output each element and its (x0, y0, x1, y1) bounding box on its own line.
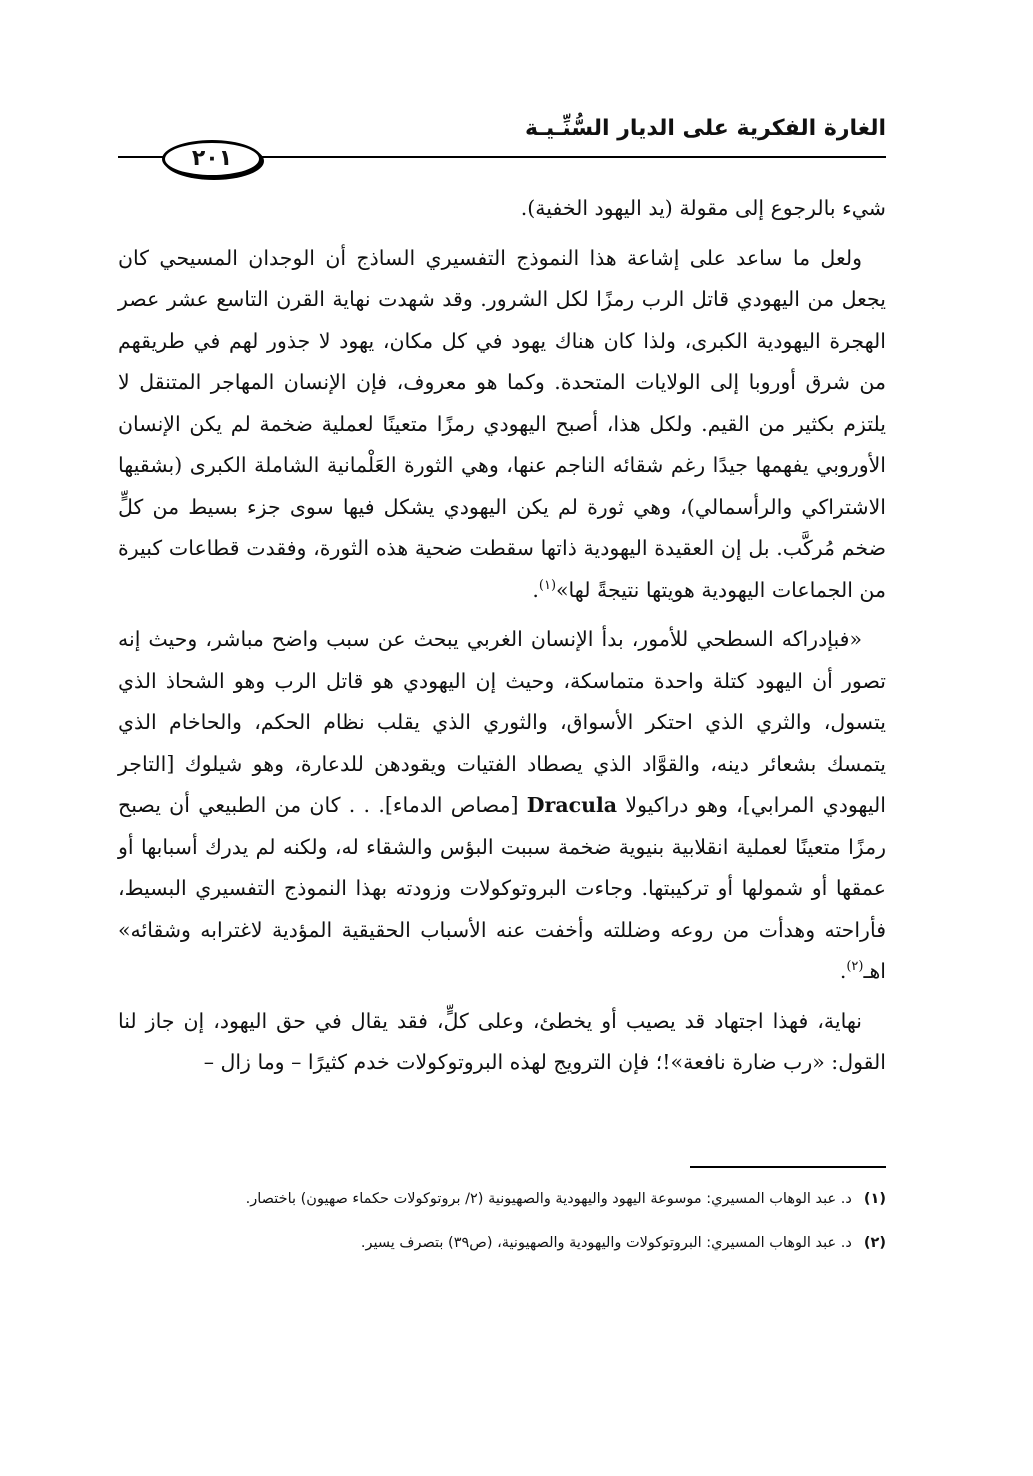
paragraph-3-text-start: «فبإدراكه السطحي للأمور، بدأ الإنسان الغربي يبحث عن سبب واضح مباشر، وحيث إنه تصور أن اليهود كتلة واحدة متماسكة، وحيث إن اليهودي هو قاتل الرب وهو الشحاذ الذي يتسول، والثري الذي احتكر الأسواق، والثوري الذي يقلب نظام الحكم، والحاخام الذي يتمسك بشعائر دينه، والقوَّاد الذي يصطاد الفتيات ويقودهن للدعارة، وهو شيلوك [التاجر اليهودي المرابي]، وهو دراكيولا (118, 627, 886, 817)
page-header (118, 112, 886, 172)
footnote-ref-1[interactable]: (١) (538, 577, 557, 593)
paragraph-2-text: ولعل ما ساعد على إشاعة هذا النموذج التفسيري الساذج أن الوجدان المسيحي كان يجعل من اليهودي قاتل الرب رمزًا لكل الشرور. وقد شهدت نهاية القرن التاسع عشر عصر الهجرة اليهودية الكبرى، ولذا كان هناك يهود في كل مكان، يهود لا جذور لهم في طريقهم من شرق أوروبا إلى الولايات المتحدة. وكما هو معروف، فإن الإنسان المهاجر المتنقل لا يلتزم بكثير من القيم. ولكل هذا، أصبح اليهودي رمزًا متعينًا لعملية ضخمة لم يكن الإنسان الأوروبي يفهمها جيدًا رغم شقائه الناجم عنها، وهي الثورة العَلْمانية الشاملة الكبرى (بشقيها الاشتراكي والرأسمالي)، وهي ثورة لم يكن اليهودي يشكل فيها سوى جزء بسيط من كلٍّ ضخم مُركَّب. بل إن العقيدة اليهودية ذاتها سقطت ضحية هذه الثورة، وفقدت قطاعات كبيرة من الجماعات اليهودية هويتها نتيجةً لها» (118, 245, 886, 602)
paragraph-4: نهاية، فهذا اجتهاد قد يصيب أو يخطئ، وعلى كلٍّ، فقد يقال في حق اليهود، إن جاز لنا القول: «رب ضارة نافعة»!؛ فإن الترويج لهذه البروتوكولات خدم كثيرًا – وما زال – (118, 1008, 886, 1074)
paragraph-2-end: . (532, 577, 539, 602)
footnote-text: د. عبد الوهاب المسيري: موسوعة اليهود واليهودية والصهيونية (٢/ بروتوكولات حكماء صهيون) باختصار. (245, 1191, 852, 1207)
footnote-2 (118, 1228, 886, 1258)
footnote-1 (118, 1184, 886, 1214)
paragraph-1: شيء بالرجوع إلى مقولة (يد اليهود الخفية). (520, 196, 886, 220)
footnote-number: (٢) (863, 1235, 886, 1251)
paragraph-3 (118, 619, 886, 993)
footnotes (118, 1184, 886, 1272)
paragraph-3-end: . (839, 959, 847, 983)
latin-term-dracula: Dracula (526, 793, 618, 817)
paragraph-3-text-end: [مصاص الدماء]. . . كان من الطبيعي أن يصبح رمزًا متعينًا لعملية انقلابية بنيوية ضخمة سببت البؤس والشقاء له، ولكنه لم يدرك أسبابها أو عمقها أو شمولها أو تركيبتها. وجاءت البروتوكولات وزودته بهذا النموذج التفسيري البسيط، فأراحته وهدأت من روعه وضللته وأخفت عنه الأسباب الحقيقية المؤدية لاغترابه وشقائه» اهـ (118, 793, 886, 983)
footnote-ref-2[interactable]: (٢) (846, 959, 864, 975)
paragraph-2 (118, 238, 886, 612)
main-text (118, 188, 886, 1092)
page-number-badge: ٢٠١ (162, 140, 262, 178)
footnote-separator (690, 1166, 886, 1168)
footnote-text: د. عبد الوهاب المسيري: البروتوكولات واليهودية والصهيونية، (ص٣٩) بتصرف يسير. (360, 1235, 852, 1251)
running-title: الغارة الفكرية على الديار السُّنِّـيـة (525, 116, 886, 141)
footnote-number: (١) (863, 1191, 886, 1207)
